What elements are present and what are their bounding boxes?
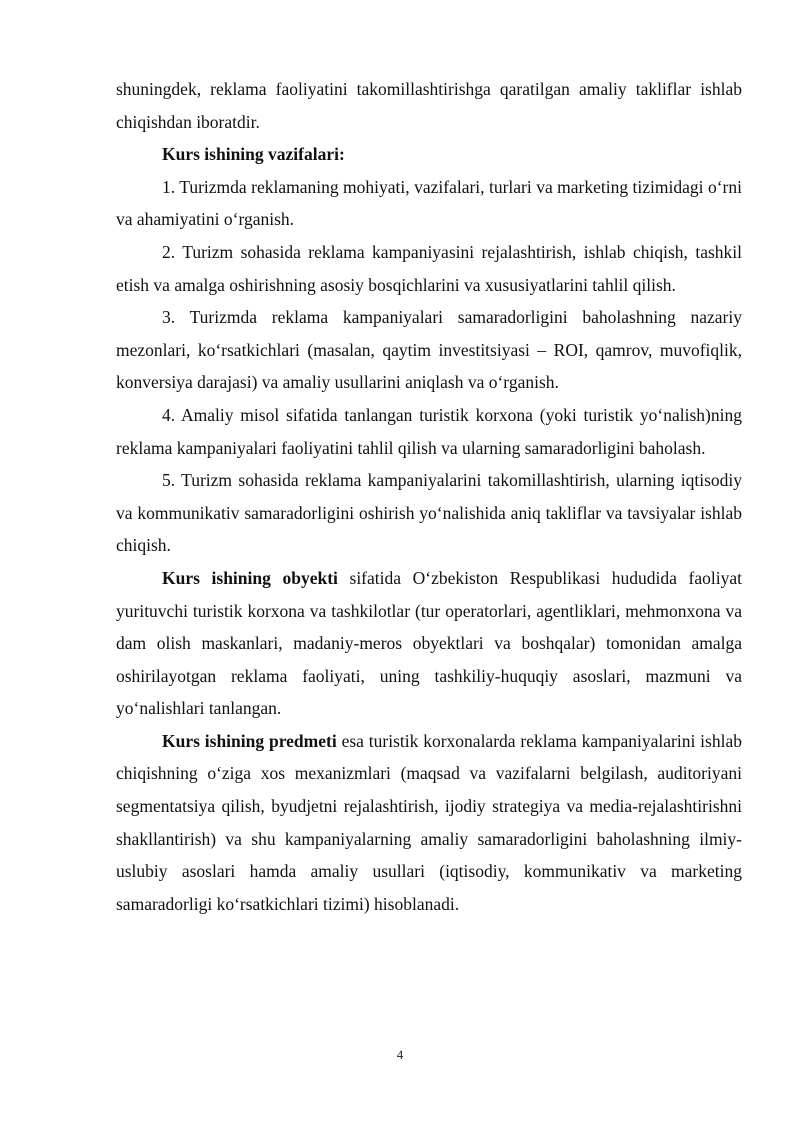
object-text: sifatida O‘zbekiston Respublikasi hududida faoliyat yurituvchi turistik korxona va tashkilotlar (tur operatorlari, agentliklari, mehmonxona va dam olish maskanlari, madaniy-meros obyektlari va boshqalar) tomonidan amalga oshirilayotgan reklama faoliyati, uning tashkiliy-huquqiy asoslari, mazmuni va yo‘nalishlari tanlangan.: [116, 567, 742, 719]
tasks-heading: [116, 138, 742, 171]
subject-text: esa turistik korxonalarda reklama kampaniyalarini ishlab chiqishning o‘ziga xos mexanizmlari (maqsad va vazifalarni belgilash, auditoriyani segmentatsiya qilish, byudjetni rejalashtirish, ijodiy strategiya va media-rejalashtirishni shakllantirish) va shu kampaniyalarning amaliy samaradorligini baholashning ilmiy-uslubiy asoslari hamda amaliy usullari (iqtisodiy, kommunikativ va marketing samaradorligi ko‘rsatkichlari tizimi) hisoblanadi.: [116, 730, 742, 914]
subject-lead: Kurs ishining predmeti: [162, 730, 337, 751]
tasks-heading-text: Kurs ishining vazifalari:: [162, 144, 345, 165]
paragraph-task-1: 1. Turizmda reklamaning mohiyati, vazifalari, turlari va marketing tizimidagi o‘rni va ahamiyatini o‘rganish.: [116, 176, 742, 230]
paragraph-task-4: 4. Amaliy misol sifatida tanlangan turistik korxona (yoki turistik yo‘nalish)ning reklama kampaniyalari faoliyatini tahlil qilish va ularning samaradorligini baholash.: [116, 404, 742, 458]
page-number: 4: [396, 1047, 404, 1062]
paragraph-task-3: 3. Turizmda reklama kampaniyalari samaradorligini baholashning nazariy mezonlari, ko‘rsatkichlari (masalan, qaytim investitsiyasi – ROI, qamrov, muvofiqlik, konversiya darajasi) va amaliy usullarini aniqlash va o‘rganish.: [116, 307, 742, 393]
page-body: [116, 73, 742, 920]
paragraph-task-5: 5. Turizm sohasida reklama kampaniyalarini takomillashtirish, ularning iqtisodiy va kommunikativ samaradorligini oshirish yo‘nalishida aniq takliflar va tavsiyalar ishlab chiqish.: [116, 470, 742, 556]
paragraph-task-2: 2. Turizm sohasida reklama kampaniyasini rejalashtirish, ishlab chiqish, tashkil etish va amalga oshirishning asosiy bosqichlarini va xususiyatlarini tahlil qilish.: [116, 241, 742, 295]
paragraph-intro-continuation: shuningdek, reklama faoliyatini takomillashtirishga qaratilgan amaliy takliflar ishlab chiqishdan iboratdir.: [116, 79, 742, 132]
object-lead: Kurs ishining obyekti: [162, 567, 338, 588]
paragraph-object: [116, 562, 742, 725]
paragraph-subject: [116, 725, 742, 921]
